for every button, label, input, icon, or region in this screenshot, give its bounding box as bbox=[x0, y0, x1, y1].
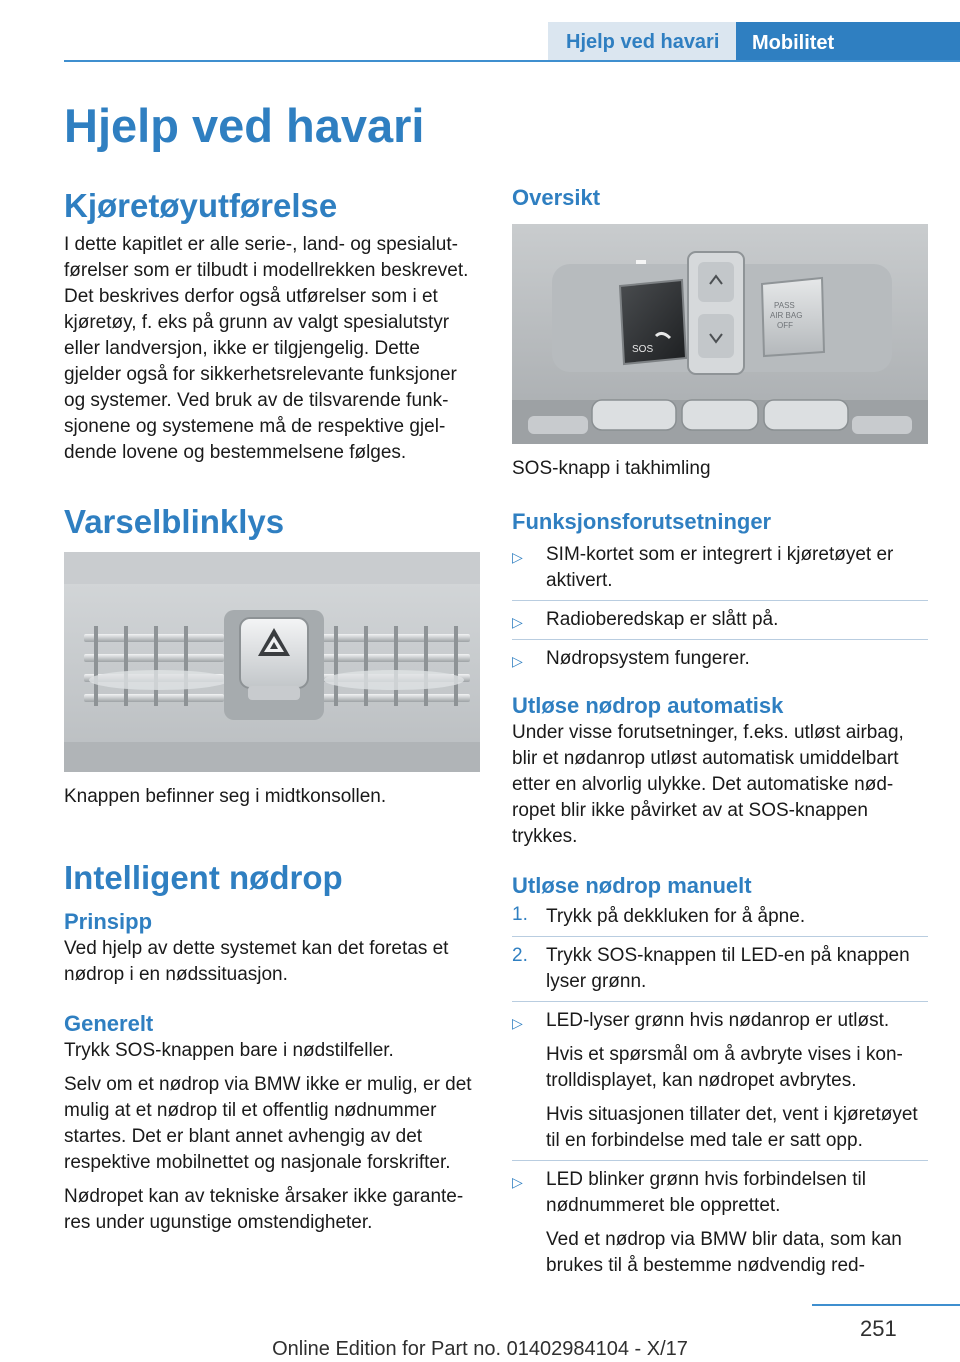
heading-principle: Prinsipp bbox=[64, 909, 153, 934]
off-label: OFF bbox=[777, 321, 793, 330]
manual-steps-list bbox=[512, 902, 928, 1001]
hazard-button-photo bbox=[64, 552, 480, 772]
left-column bbox=[64, 180, 480, 1236]
heading-general: Generelt bbox=[64, 1011, 154, 1036]
requirements-list bbox=[512, 538, 928, 676]
list-item: 1. Trykk på dekkluken for å åpne. bbox=[512, 904, 806, 927]
paragraph-general-2: Selv om et nødrop via BMW ikke er mulig, er det mulig at et nødrop til et offentlig nødnummer startes. Det er blant annet avhengig av det respektive mobilnettet og nasjonale forskrifter. bbox=[64, 1074, 472, 1173]
airbag-label: AIR BAG bbox=[770, 311, 803, 320]
caption-sos: SOS-knapp i takhimling bbox=[512, 458, 711, 479]
led-status-list bbox=[512, 1001, 928, 1279]
heading-auto-emergency-call: Utløse nødrop automatisk bbox=[512, 693, 784, 718]
sos-label: SOS bbox=[632, 344, 654, 355]
triangle-right-icon: ▷ bbox=[512, 1015, 523, 1031]
list-item: ▷ LED blinker grønn hvis forbindelsen til nødnummeret ble opprettet. Ved et nødrop via BMW blir data, som kan brukes til å bestemme nødvendig red- bbox=[512, 1160, 928, 1279]
paragraph-auto-emergency-call: Under visse forutsetninger, f.eks. utløst airbag, blir et nødanrop utløst automatisk umiddelbart etter en alvorlig ulykke. Det automatiske nødropet blir ikke påvirket av at SOS-knappen trykkes. bbox=[512, 722, 904, 847]
page-number: 251 bbox=[860, 1316, 897, 1341]
list-item: ▷ Radioberedskap er slått på. bbox=[512, 600, 928, 639]
paragraph-led-1-wait: Hvis situasjonen tillater det, vent i kjøretøyet til en forbindelse med tale er satt opp. bbox=[546, 1104, 918, 1151]
triangle-right-icon: ▷ bbox=[512, 653, 523, 669]
list-item: ▷ SIM-kortet som er integrert i kjøretøyet er aktivert. bbox=[512, 544, 894, 591]
header-rule bbox=[64, 60, 960, 62]
footer-rule bbox=[812, 1304, 960, 1306]
paragraph-led-1-cancel: Hvis et spørsmål om å avbryte vises i kontrolldisplayet, kan nødropet avbrytes. bbox=[546, 1044, 903, 1091]
sos-button-photo bbox=[512, 224, 928, 444]
triangle-right-icon: ▷ bbox=[512, 614, 523, 630]
heading-function-requirements: Funksjonsforutsetninger bbox=[512, 509, 772, 534]
page-title: Hjelp ved havari bbox=[64, 99, 425, 152]
heading-hazard-lights: Varselblinklys bbox=[64, 503, 285, 540]
paragraph-vehicle-version: I dette kapitlet er alle serie-, land- og spesialutførelser som er tilbudt i modellrekken beskrevet. Det beskrives derfor også utførelser som i et kjøretøy, f. eks på grunn av valgt spesialutstyr eller landversjon, ikke er tilgjengelig. Dette gjelder også for sikkerhetsrelevante funksjoner og systemer. Ved bruk av de tilsvarende funksjonene og systemene må de respektive gjeldende lovene og bestemmelsene følges. bbox=[64, 234, 469, 463]
header-section-tab: Hjelp ved havari bbox=[548, 22, 737, 60]
paragraph-principle: Ved hjelp av dette systemet kan det foretas et nødrop i en nødssituasjon. bbox=[64, 938, 449, 985]
triangle-right-icon: ▷ bbox=[512, 1174, 523, 1190]
heading-overview: Oversikt bbox=[512, 185, 601, 210]
list-item: ▷ Nødropsystem fungerer. bbox=[512, 639, 928, 676]
heading-manual-emergency-call: Utløse nødrop manuelt bbox=[512, 873, 752, 898]
pass-label: PASS bbox=[774, 301, 795, 310]
paragraph-led-2-data: Ved et nødrop via BMW blir data, som kan brukes til å bestemme nødvendig red- bbox=[546, 1229, 902, 1276]
paragraph-general-1: Trykk SOS-knappen bare i nødstilfeller. bbox=[64, 1040, 394, 1061]
list-item: ▷ LED-lyser grønn hvis nødanrop er utløst. Hvis et spørsmål om å avbryte vises i kontrolldisplayet, kan nødropet avbrytes. Hvis situasjonen tillater det, vent i kjøretøyet til en forbindelse med tale er satt opp. bbox=[512, 1001, 928, 1160]
heading-intelligent-emergency-call: Intelligent nødrop bbox=[64, 859, 343, 896]
paragraph-general-3: Nødropet kan av tekniske årsaker ikke garanteres under ugunstige omstendigheter. bbox=[64, 1186, 464, 1233]
footer-edition: Online Edition for Part no. 01402984104 - X/17 bbox=[272, 1338, 688, 1360]
sos-button bbox=[620, 280, 686, 364]
list-item: 2. Trykk SOS-knappen til LED-en på knappen lyser grønn. bbox=[512, 936, 928, 1001]
header-chapter-tab: Mobilitet bbox=[736, 22, 960, 62]
caption-hazard: Knappen befinner seg i midtkonsollen. bbox=[64, 786, 387, 807]
triangle-right-icon: ▷ bbox=[512, 549, 523, 565]
right-column bbox=[512, 180, 928, 1279]
heading-vehicle-version: Kjøretøyutførelse bbox=[64, 187, 338, 224]
